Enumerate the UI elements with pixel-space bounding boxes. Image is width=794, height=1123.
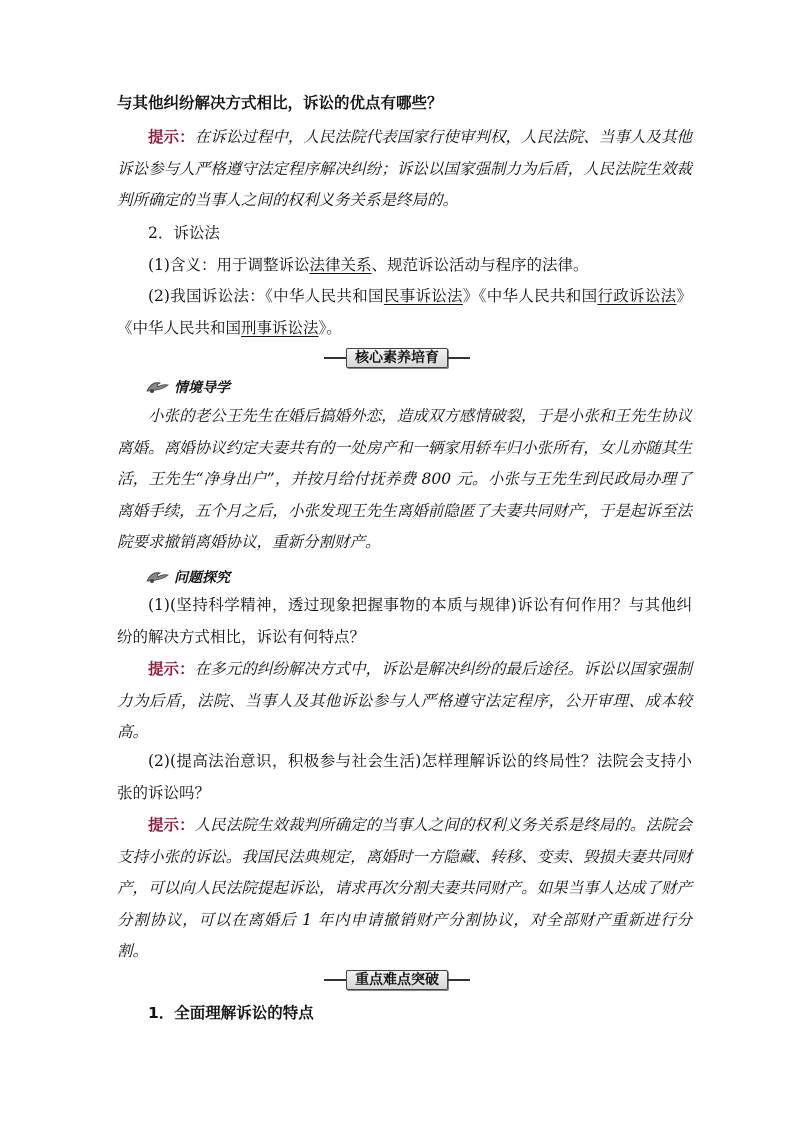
banner-label: 重点难点突破 (346, 970, 448, 990)
inquiry-heading-label: 问题探究 (174, 570, 230, 586)
answer-2 (117, 810, 692, 968)
laws-text: 》《中华人民共和国 (462, 287, 598, 305)
law-civil: 民事诉讼法 (383, 287, 463, 305)
definition-keyword: 法律关系 (309, 256, 372, 274)
banner-line-right (448, 979, 470, 981)
inquiry-heading (146, 566, 230, 588)
wing-icon (146, 379, 170, 395)
answer-1-text: 在多元的纠纷解决方式中，诉讼是解决纠纷的最后途径。诉讼以国家强制力为后盾，法院、当事人及其他诉讼参与人严格遵守法定程序，公开审理、成本较高。 (117, 660, 692, 741)
banner-label: 核心素养培育 (346, 348, 448, 368)
section-heading: 1．全面理解诉讼的特点 (148, 1004, 314, 1022)
hint-label: 提示： (148, 660, 195, 678)
question-2: (2)(提高法治意识，积极参与社会生活)怎样理解诉讼的终局性？法院会支持小张的诉讼吗？ (117, 752, 692, 802)
intro-question: 与其他纠纷解决方式相比，诉讼的优点有哪些？ (117, 94, 443, 112)
scenario-heading-label: 情境导学 (174, 380, 230, 396)
section-2-definition (117, 250, 692, 282)
banner-line-left (324, 979, 346, 981)
definition-text-end: 、规范诉讼活动与程序的法律。 (371, 256, 589, 274)
answer-2-text: 人民法院生效裁判所确定的当事人之间的权利义务关系是终局的。法院会支持小张的诉讼。我国民法典规定，离婚时一方隐藏、转移、变卖、毁损夫妻共同财产，可以向人民法院提起诉讼，请求再次分割夫妻共同财产。如果当事人达成了财产分割协议，可以在离婚后 1 年内申请撤销财产分割协议，对全部财产重新进行分割。 (117, 816, 692, 960)
definition-text: (1)含义：用于调整诉讼 (148, 256, 310, 274)
hint-label: 提示： (148, 816, 195, 834)
laws-text: 》《中华人民共和国 (117, 287, 692, 337)
banner-line-left (324, 357, 346, 359)
hint-label: 提示： (148, 128, 195, 146)
laws-text: (2)我国诉讼法：《中华人民共和国 (148, 287, 384, 305)
answer-1 (117, 654, 692, 749)
intro-hint (117, 122, 692, 217)
question-1: (1)(坚持科学精神，透过现象把握事物的本质与规律)诉讼有何作用？与其他纠纷的解决方式相比，诉讼有何特点？ (117, 596, 692, 646)
law-administrative: 行政诉讼法 (597, 287, 677, 305)
core-literacy-banner (0, 345, 794, 371)
laws-text-end: 》。 (318, 318, 342, 337)
hint-text: 在诉讼过程中，人民法院代表国家行使审判权，人民法院、当事人及其他诉讼参与人严格遵守法定程序解决纠纷；诉讼以国家强制力为后盾，人民法院生效裁判所确定的当事人之间的权利义务关系是终局的。 (117, 128, 692, 209)
key-points-banner (0, 967, 794, 993)
section-2-title: 2．诉讼法 (148, 224, 220, 242)
banner-line-right (448, 357, 470, 359)
scenario-heading (146, 376, 230, 398)
section-2-laws (117, 281, 692, 344)
scenario-text: 小张的老公王先生在婚后搞婚外恋，造成双方感情破裂，于是小张和王先生协议离婚。离婚协议约定夫妻共有的一处房产和一辆家用轿车归小张所有，女儿亦随其生活，王先生“净身出户”，并按月给付抚养费 800 元。小张与王先生到民政局办理了离婚手续，五个月之后，小张发现王先生离婚前隐匿了夫妻共同财产，于是起诉至法院要求撤销离婚协议，重新分割财产。 (117, 407, 692, 551)
law-criminal: 刑事诉讼法 (241, 318, 319, 337)
wing-icon (146, 569, 170, 585)
